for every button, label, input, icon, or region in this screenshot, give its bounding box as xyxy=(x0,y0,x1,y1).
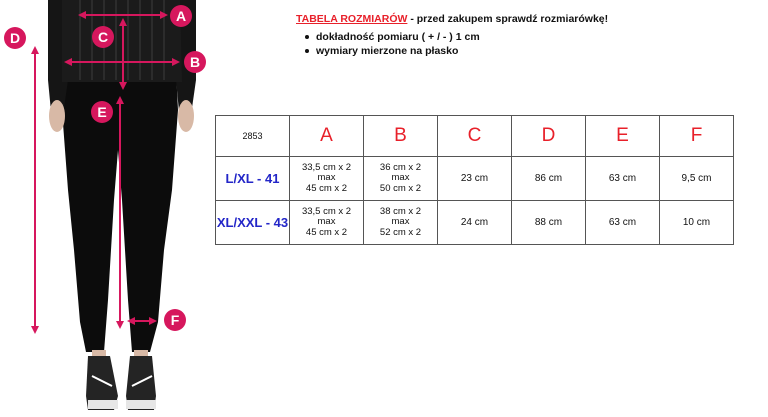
cell-a-max: 45 cm x 2 xyxy=(305,226,348,238)
cell-a-min: 33,5 cm x 2 xyxy=(301,205,352,217)
size-table xyxy=(215,115,734,245)
cell-c: 23 cm xyxy=(438,157,512,201)
marker-e-label: E xyxy=(97,104,107,120)
size-notes xyxy=(296,12,756,58)
cell-a xyxy=(290,157,364,201)
marker-e-badge xyxy=(91,101,113,123)
cell-b-min: 38 cm x 2 xyxy=(379,205,422,217)
table-header-row xyxy=(216,116,734,157)
size-table-subtitle: - przed zakupem sprawdź rozmiarówkę! xyxy=(407,13,609,25)
size-table-title: TABELA ROZMIARÓW xyxy=(296,13,408,25)
notes-list xyxy=(296,30,756,58)
marker-d-badge xyxy=(4,27,26,49)
note-accuracy: dokładność pomiaru ( + / - ) 1 cm xyxy=(308,30,756,44)
measure-line-d xyxy=(31,46,39,334)
cell-a-max: 45 cm x 2 xyxy=(305,182,348,194)
header-a: A xyxy=(290,116,364,157)
marker-c-badge xyxy=(92,26,114,48)
cell-b-min: 36 cm x 2 xyxy=(379,161,422,173)
header-e: E xyxy=(586,116,660,157)
marker-f-badge xyxy=(164,309,186,331)
cell-f: 10 cm xyxy=(660,201,734,245)
right-sole-image xyxy=(126,400,156,409)
product-code: 2853 xyxy=(216,116,290,157)
cell-a xyxy=(290,201,364,245)
cell-b xyxy=(364,201,438,245)
notes-title-line xyxy=(296,12,756,26)
cell-b-max-word: max xyxy=(391,172,410,184)
marker-a-label: A xyxy=(175,8,187,24)
marker-f-label: F xyxy=(170,312,180,328)
header-b: B xyxy=(364,116,438,157)
marker-b-badge xyxy=(184,51,206,73)
table-row xyxy=(216,157,734,201)
cell-f: 9,5 cm xyxy=(660,157,734,201)
cell-e: 63 cm xyxy=(586,201,660,245)
cell-a-max-word: max xyxy=(317,216,336,228)
size-label: XL/XXL - 43 xyxy=(216,201,290,245)
cell-a-min: 33,5 cm x 2 xyxy=(301,161,352,173)
cell-b-max: 52 cm x 2 xyxy=(379,226,422,238)
header-d: D xyxy=(512,116,586,157)
model-figure xyxy=(0,0,210,417)
cell-b xyxy=(364,157,438,201)
cell-d: 88 cm xyxy=(512,201,586,245)
left-hand-image xyxy=(49,100,65,132)
marker-a-badge xyxy=(170,5,192,27)
left-sole-image xyxy=(88,400,118,409)
right-hand-image xyxy=(178,100,194,132)
note-flat-measure: wymiary mierzone na płasko xyxy=(308,44,756,58)
table-row xyxy=(216,201,734,245)
cell-a-max-word: max xyxy=(317,172,336,184)
cell-b-max: 50 cm x 2 xyxy=(379,182,422,194)
size-label: L/XL - 41 xyxy=(216,157,290,201)
marker-b-label: B xyxy=(189,54,201,70)
cell-b-max-word: max xyxy=(391,216,410,228)
cell-c: 24 cm xyxy=(438,201,512,245)
marker-c-label: C xyxy=(97,29,109,45)
header-c: C xyxy=(438,116,512,157)
marker-d-label: D xyxy=(9,30,21,46)
header-f: F xyxy=(660,116,734,157)
cell-d: 86 cm xyxy=(512,157,586,201)
cell-e: 63 cm xyxy=(586,157,660,201)
